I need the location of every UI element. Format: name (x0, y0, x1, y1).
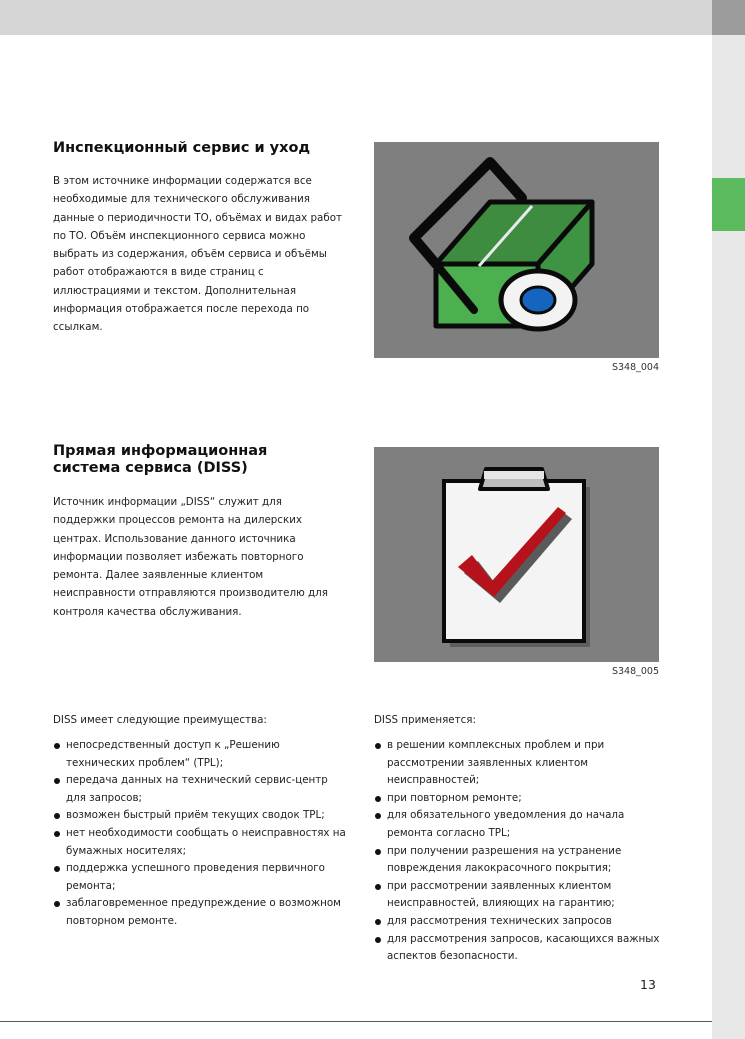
figure-caption-s348-005: S348_005 (611, 666, 659, 677)
section-title-inspection-service: Инспекционный сервис и уход (53, 140, 311, 156)
page-number: 13 (640, 977, 656, 992)
list-item: для рассмотрения запросов, касающихся важных аспектов безопасности. (374, 931, 662, 966)
section-body-inspection-service: В этом источнике информации содержатся все необходимые для технического обслуживания данные о периодичности ТО, объёмах и видах работ по ТО. Объём инспекционного сервиса можно выбрать из содержания, объём сервиса и объёмы работ отображаются в виде страниц с иллюстрациями и текстом. Дополнительная информация отображается после перехода по ссылкам. (53, 175, 343, 334)
header-band (0, 0, 712, 35)
footer-rule (0, 1021, 712, 1022)
list-item: непосредственный доступ к „Решению технических проблем“ (TPL); (53, 737, 348, 772)
header-corner-block (712, 0, 745, 35)
advantages-list (53, 737, 348, 931)
list-item: передача данных на технический сервис-центр для запросов; (53, 772, 348, 807)
figure-inspection-service (374, 142, 659, 358)
list-item: для рассмотрения технических запросов (374, 913, 662, 931)
list-item: заблаговременное предупреждение о возможном повторном ремонте. (53, 895, 348, 930)
list-item: при рассмотрении заявленных клиентом неисправностей, влияющих на гарантию; (374, 878, 662, 913)
usage-list (374, 737, 662, 966)
figure-caption-s348-004: S348_004 (611, 362, 659, 373)
list-item: при получении разрешения на устранение повреждения лакокрасочного покрытия; (374, 843, 662, 878)
list-item: в решении комплексных проблем и при рассмотрении заявленных клиентом неисправностей; (374, 737, 662, 790)
list-item: для обязательного уведомления до начала ремонта согласно TPL; (374, 807, 662, 842)
usage-intro: DISS применяется: (374, 714, 476, 726)
green-box-with-disc-icon (374, 142, 659, 358)
clipboard-checkmark-icon (374, 447, 659, 662)
chapter-tab-marker (712, 178, 745, 231)
list-item: возможен быстрый приём текущих сводок TPL; (53, 807, 348, 825)
list-item: нет необходимости сообщать о неисправностях на бумажных носителях; (53, 825, 348, 860)
advantages-intro: DISS имеет следующие преимущества: (53, 714, 267, 726)
section-body-diss: Источник информации „DISS“ служит для поддержки процессов ремонта на дилерских центрах. Использование данного источника информации позволяет избежать повторного ремонта. Далее заявленные клиентом неисправности отправляются производителю для контроля качества обслуживания. (53, 496, 328, 618)
list-item: поддержка успешного проведения первичного ремонта; (53, 860, 348, 895)
figure-diss (374, 447, 659, 662)
list-item: при повторном ремонте; (374, 790, 662, 808)
section-title-diss: Прямая информационная система сервиса (DISS) (53, 443, 268, 476)
